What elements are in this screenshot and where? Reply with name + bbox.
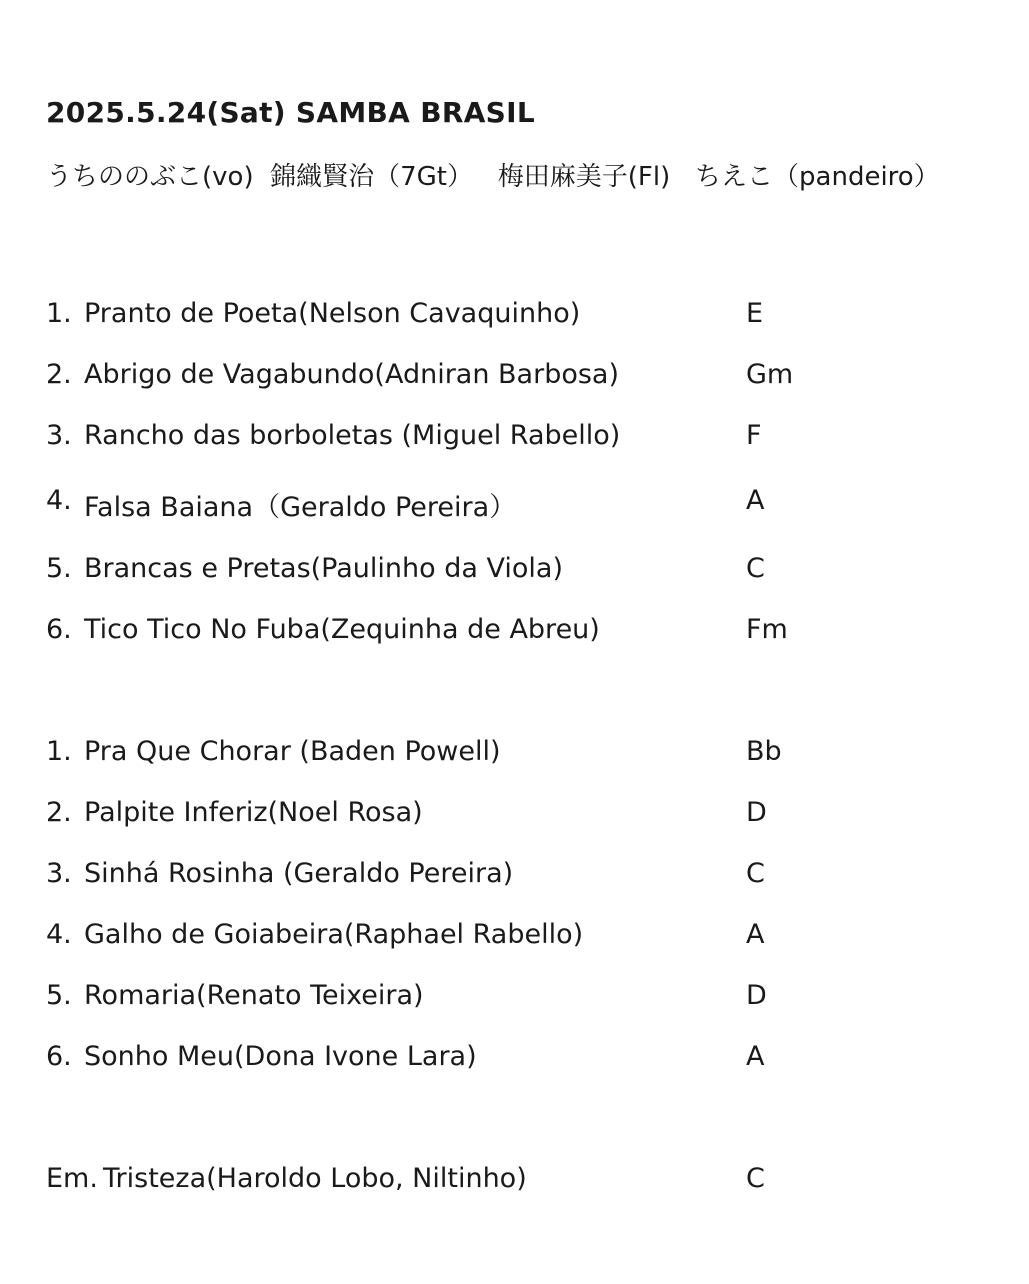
set2-song-row: [46, 797, 946, 833]
song-title: Palpite Inferiz(Noel Rosa): [84, 797, 423, 828]
set1-song-row: [46, 553, 946, 589]
song-key: A: [746, 919, 765, 950]
song-number: 4.: [46, 485, 72, 516]
set2-song-row: [46, 919, 946, 955]
set2-song-row: [46, 1041, 946, 1077]
song-number: 2.: [46, 797, 72, 828]
set2-song-row: [46, 980, 946, 1016]
page-title: 2025.5.24(Sat) SAMBA BRASIL: [46, 96, 535, 129]
song-number: 3.: [46, 420, 72, 451]
song-key: C: [746, 858, 765, 889]
song-number: 1.: [46, 736, 72, 767]
song-number: 2.: [46, 359, 72, 390]
song-key: C: [746, 553, 765, 584]
song-key: Gm: [746, 359, 794, 390]
song-key: D: [746, 797, 767, 828]
song-title: Pranto de Poeta(Nelson Cavaquinho): [84, 298, 581, 329]
set2-song-row: [46, 858, 946, 894]
song-number: 6.: [46, 614, 72, 645]
song-number: 5.: [46, 980, 72, 1011]
song-key: C: [746, 1163, 765, 1194]
song-number: 6.: [46, 1041, 72, 1072]
set2-song-row: [46, 736, 946, 772]
song-title: Tristeza(Haroldo Lobo, Niltinho): [103, 1163, 527, 1194]
encore-label: Em.: [46, 1163, 98, 1194]
song-title: Abrigo de Vagabundo(Adniran Barbosa): [84, 359, 620, 390]
song-number: 5.: [46, 553, 72, 584]
song-key: E: [746, 298, 764, 329]
band-members: うちののぶこ(vo) 錦織賢治（7Gt） 梅田麻美子(Fl) ちえこ（pandeiro）: [46, 162, 940, 192]
song-number: 4.: [46, 919, 72, 950]
song-title: Pra Que Chorar (Baden Powell): [84, 736, 501, 767]
song-key: F: [746, 420, 762, 451]
song-title: Tico Tico No Fuba(Zequinha de Abreu): [84, 614, 600, 645]
song-key: A: [746, 1041, 765, 1072]
song-title: Falsa Baiana（Geraldo Pereira）: [84, 492, 517, 523]
set1-song-row: [46, 614, 946, 650]
set1-song-row: [46, 485, 946, 521]
song-title: Romaria(Renato Teixeira): [84, 980, 424, 1011]
set1-song-row: [46, 298, 946, 334]
song-key: Fm: [746, 614, 788, 645]
song-title: Rancho das borboletas (Miguel Rabello): [84, 420, 621, 451]
set1-song-row: [46, 359, 946, 395]
song-title: Sonho Meu(Dona Ivone Lara): [84, 1041, 477, 1072]
set1-song-row: [46, 420, 946, 456]
song-title: Sinhá Rosinha (Geraldo Pereira): [84, 858, 514, 889]
song-number: 1.: [46, 298, 72, 329]
encore-song-row: [46, 1163, 946, 1199]
song-key: A: [746, 485, 765, 516]
song-title: Brancas e Pretas(Paulinho da Viola): [84, 553, 563, 584]
song-number: 3.: [46, 858, 72, 889]
song-key: D: [746, 980, 767, 1011]
song-key: Bb: [746, 736, 782, 767]
song-title: Galho de Goiabeira(Raphael Rabello): [84, 919, 584, 950]
